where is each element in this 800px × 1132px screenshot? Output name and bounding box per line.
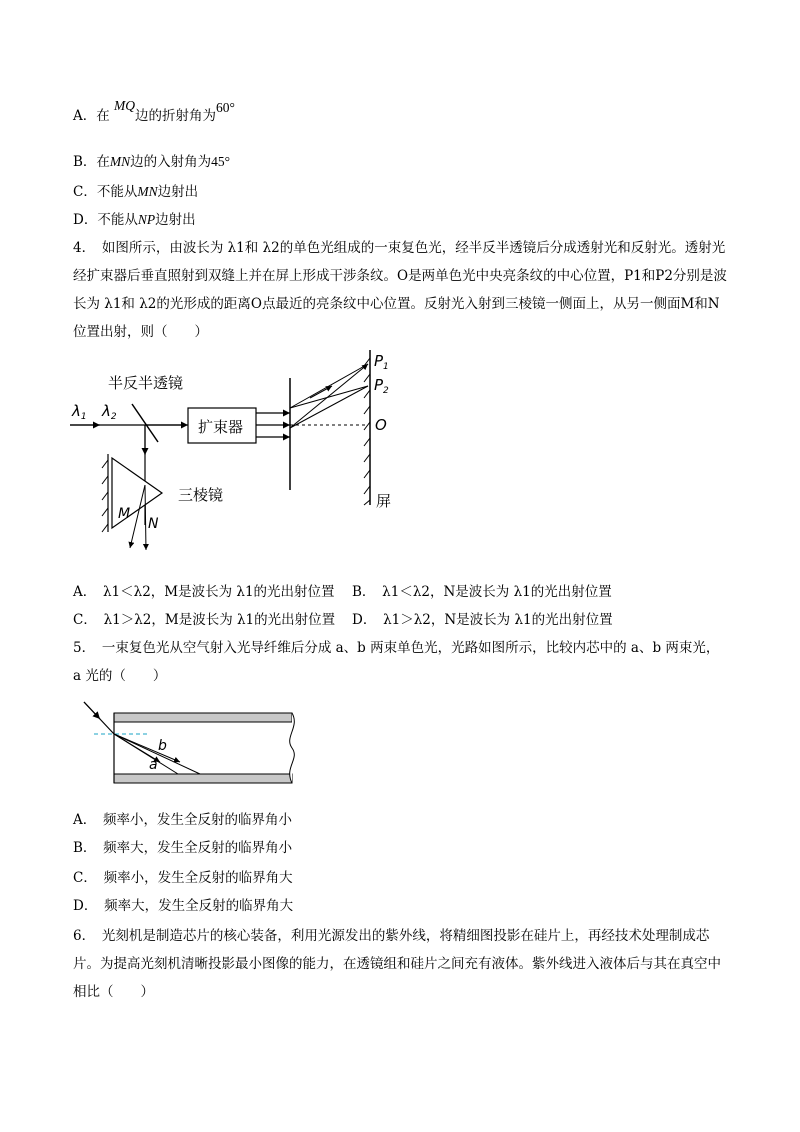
label-m: M xyxy=(118,506,131,522)
label-expander: 扩束器 xyxy=(198,418,244,436)
q4-option-c: C． λ1＞λ2，M是波长为 λ1的光出射位置 xyxy=(73,612,336,628)
q4-stem: 4． 如图所示，由波长为 λ1和 λ2的单色光组成的一束复色光，经半反半透镜后分成透射光和反射光。透射光经扩束器后垂直照射到双缝上并在屏上形成干涉条纹。O是两单色光中央亮条纹的中心位置，P1和P2分别是波长为 λ1和 λ2的光形成的距离O点最近的亮条纹中心位置。反射光入射到三棱镜一侧面上，从另一侧面M和N位置出射，则（ ） xyxy=(73,240,727,340)
label-lambda2: $\lambda_2$ xyxy=(102,402,117,422)
q4-figure xyxy=(70,350,410,560)
label-o: O xyxy=(375,416,387,434)
q5-figure xyxy=(70,692,310,792)
label-p2: $P_2$ xyxy=(374,376,389,396)
q6-stem: 6． 光刻机是制造芯片的核心装备，利用光源发出的紫外线，将精细图投影在硅片上，再经技术处理制成芯片。为提高光刻机清晰投影最小图像的能力，在透镜组和硅片之间充有液体。紫外线进入液体后与其在真空中相比（ ） xyxy=(73,928,721,1000)
label-screen: 屏 xyxy=(376,492,392,510)
q5-option-c: C． 频率小，发生全反射的临界角大 xyxy=(73,870,293,886)
q3-option-c: C．不能从MN边射出 xyxy=(73,184,199,200)
label-n: N xyxy=(148,516,159,532)
label-a: a xyxy=(149,757,158,773)
q4-option-b: B． λ1＜λ2，N是波长为 λ1的光出射位置 xyxy=(352,584,612,600)
q5-option-b: B． 频率大，发生全反射的临界角小 xyxy=(73,840,293,856)
q5-option-d: D． 频率大，发生全反射的临界角大 xyxy=(73,898,294,914)
label-p1: $P_1$ xyxy=(374,352,389,372)
q3-option-a: A．在 MQ边的折射角为60° xyxy=(73,98,235,124)
q5-option-a: A． 频率小，发生全反射的临界角小 xyxy=(73,812,292,828)
q4-option-d: D． λ1＞λ2，N是波长为 λ1的光出射位置 xyxy=(352,612,613,628)
label-b: b xyxy=(158,738,167,754)
q4-option-a: A． λ1＜λ2，M是波长为 λ1的光出射位置 xyxy=(73,584,335,600)
label-lambda1: $\lambda_1$ xyxy=(72,402,87,422)
label-prism: 三棱镜 xyxy=(178,486,224,504)
q5-stem: 5． 一束复色光从空气射入光导纤维后分成 a、b 两束单色光，光路如图所示，比较内芯中的 a、b 两束光，a 光的（ ） xyxy=(73,640,720,684)
q3-option-d: D．不能从NP边射出 xyxy=(73,212,196,228)
q3-option-b: B．在MN边的入射角为45° xyxy=(73,154,231,170)
label-half-mirror: 半反半透镜 xyxy=(108,374,184,392)
